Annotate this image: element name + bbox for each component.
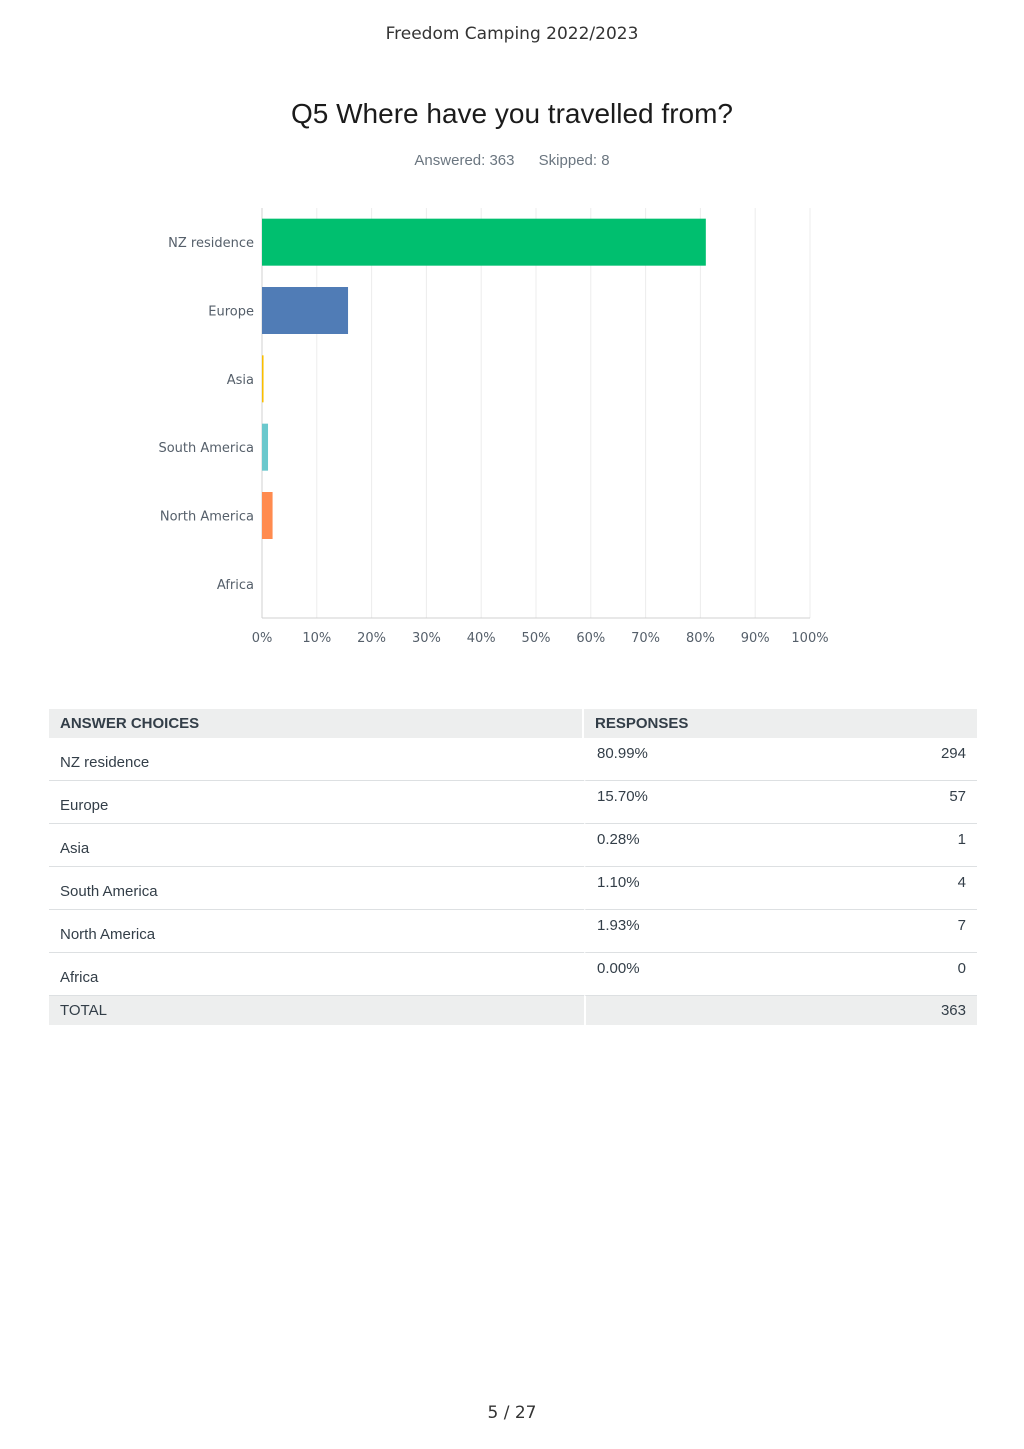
x-tick-label: 40%	[466, 631, 496, 646]
bar	[262, 287, 348, 334]
total-label: TOTAL	[49, 996, 584, 1025]
x-tick-label: 60%	[576, 631, 606, 646]
row-choice: Africa	[49, 953, 584, 996]
x-tick-label: 90%	[740, 631, 770, 646]
document-header: Freedom Camping 2022/2023	[385, 24, 639, 44]
row-choice: Asia	[49, 824, 584, 867]
total-count: 363	[728, 996, 977, 1025]
answered-count: Answered: 363	[414, 152, 515, 169]
category-label: Europe	[208, 304, 254, 320]
category-label: NZ residence	[168, 236, 254, 252]
row-percent: 1.93%	[584, 910, 728, 953]
category-label: Asia	[226, 372, 254, 388]
category-label: North America	[159, 509, 254, 525]
row-choice: NZ residence	[49, 738, 584, 781]
category-label: South America	[158, 441, 254, 457]
row-percent: 0.28%	[584, 824, 728, 867]
x-tick-label: 50%	[521, 631, 551, 646]
table-row	[49, 910, 977, 953]
table-row	[49, 867, 977, 910]
row-percent: 15.70%	[584, 781, 728, 824]
category-label: Africa	[216, 577, 254, 593]
response-stats	[0, 152, 1024, 169]
x-tick-label: 20%	[357, 631, 387, 646]
total-percent-cell	[584, 996, 728, 1025]
row-percent: 0.00%	[584, 953, 728, 996]
row-count: 7	[728, 910, 977, 953]
bar	[262, 492, 273, 539]
table-row	[49, 824, 977, 867]
row-choice: North America	[49, 910, 584, 953]
question-title: Q5 Where have you travelled from?	[291, 98, 733, 129]
page-number: 5 / 27	[487, 1403, 537, 1423]
bar	[262, 219, 706, 266]
x-tick-label: 30%	[411, 631, 441, 646]
x-tick-label: 0%	[251, 631, 273, 646]
row-count: 294	[728, 738, 977, 781]
header-responses: RESPONSES	[584, 709, 977, 738]
row-percent: 1.10%	[584, 867, 728, 910]
skipped-count: Skipped: 8	[538, 152, 610, 169]
row-choice: South America	[49, 867, 584, 910]
x-tick-label: 70%	[631, 631, 661, 646]
table-row	[49, 953, 977, 996]
x-tick-label: 80%	[685, 631, 715, 646]
table-header-row	[49, 709, 977, 738]
row-count: 57	[728, 781, 977, 824]
header-answer-choices: ANSWER CHOICES	[49, 709, 584, 738]
total-row	[49, 996, 977, 1025]
row-percent: 80.99%	[584, 738, 728, 781]
x-tick-label: 100%	[791, 631, 829, 646]
row-count: 0	[728, 953, 977, 996]
bar-chart	[150, 200, 850, 660]
bar	[262, 355, 264, 402]
row-count: 4	[728, 867, 977, 910]
row-choice: Europe	[49, 781, 584, 824]
bar	[262, 424, 268, 471]
table-row	[49, 781, 977, 824]
table-row	[49, 738, 977, 781]
row-count: 1	[728, 824, 977, 867]
x-tick-label: 10%	[302, 631, 332, 646]
results-table	[49, 709, 977, 1025]
